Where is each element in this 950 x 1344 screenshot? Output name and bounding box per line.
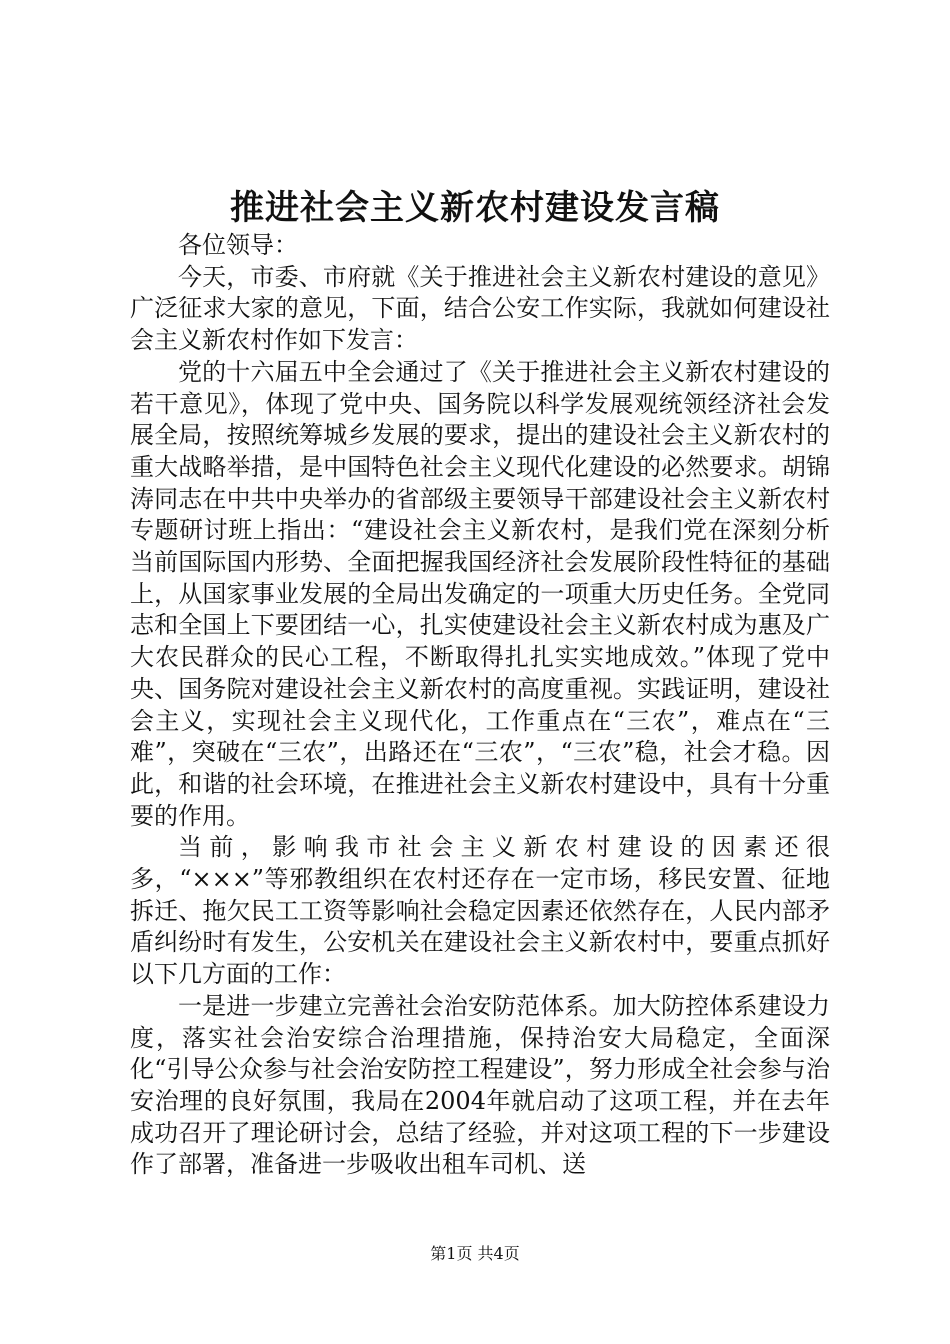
paragraph-point-one: 一是进一步建立完善社会治安防范体系。加大防控体系建设力度，落实社会治安综合治理措施，保持治安大局稳定，全面深化“引导公众参与社会治安防控工程建设”，努力形成全社会参与治安治理的良好氛围，我局在2004年就启动了这项工程，并在去年成功召开了理论研讨会，总结了经验，并对这项工程的下一步建设作了部署，准备进一步吸收出租车司机、送 [130,991,830,1179]
paragraph-background: 党的十六届五中全会通过了《关于推进社会主义新农村建设的若干意见》，体现了党中央、国务院以科学发展观统领经济社会发展全局，按照统筹城乡发展的要求，提出的建设社会主义新农村的重大战略举措，是中国特色社会主义现代化建设的必然要求。胡锦涛同志在中共中央举办的省部级主要领导干部建设社会主义新农村专题研讨班上指出：“建设社会主义新农村，是我们党在深刻分析当前国际国内形势、全面把握我国经济社会发展阶段性特征的基础上，从国家事业发展的全局出发确定的一项重大历史任务。全党同志和全国上下要团结一心，扎实使建设社会主义新农村成为惠及广大农民群众的民心工程，不断取得扎扎实实地成效。”体现了党中央、国务院对建设社会主义新农村的高度重视。实践证明，建设社会主义，实现社会主义现代化，工作重点在“三农”，难点在“三难”，突破在“三农”，出路还在“三农”，“三农”稳，社会才稳。因此，和谐的社会环境，在推进社会主义新农村建设中，具有十分重要的作用。 [130,357,830,830]
document-body [130,230,830,1181]
paragraph-current-situation: 当前，影响我市社会主义新农村建设的因素还很多，“×××”等邪教组织在农村还存在一定市场，移民安置、征地拆迁、拖欠民工工资等影响社会稳定因素还依然存在，人民内部矛盾纠纷时有发生，公安机关在建设社会主义新农村中，要重点抓好以下几方面的工作： [130,833,830,989]
document-title: 推进社会主义新农村建设发言稿 [230,188,720,228]
paragraph-salutation: 各位领导： [178,231,298,259]
paragraph-intro: 今天，市委、市府就《关于推进社会主义新农村建设的意见》广泛征求大家的意见，下面，结合公安工作实际，我就如何建设社会主义新农村作如下发言： [130,262,830,355]
page-footer: 第1页 共4页 [430,1244,520,1263]
